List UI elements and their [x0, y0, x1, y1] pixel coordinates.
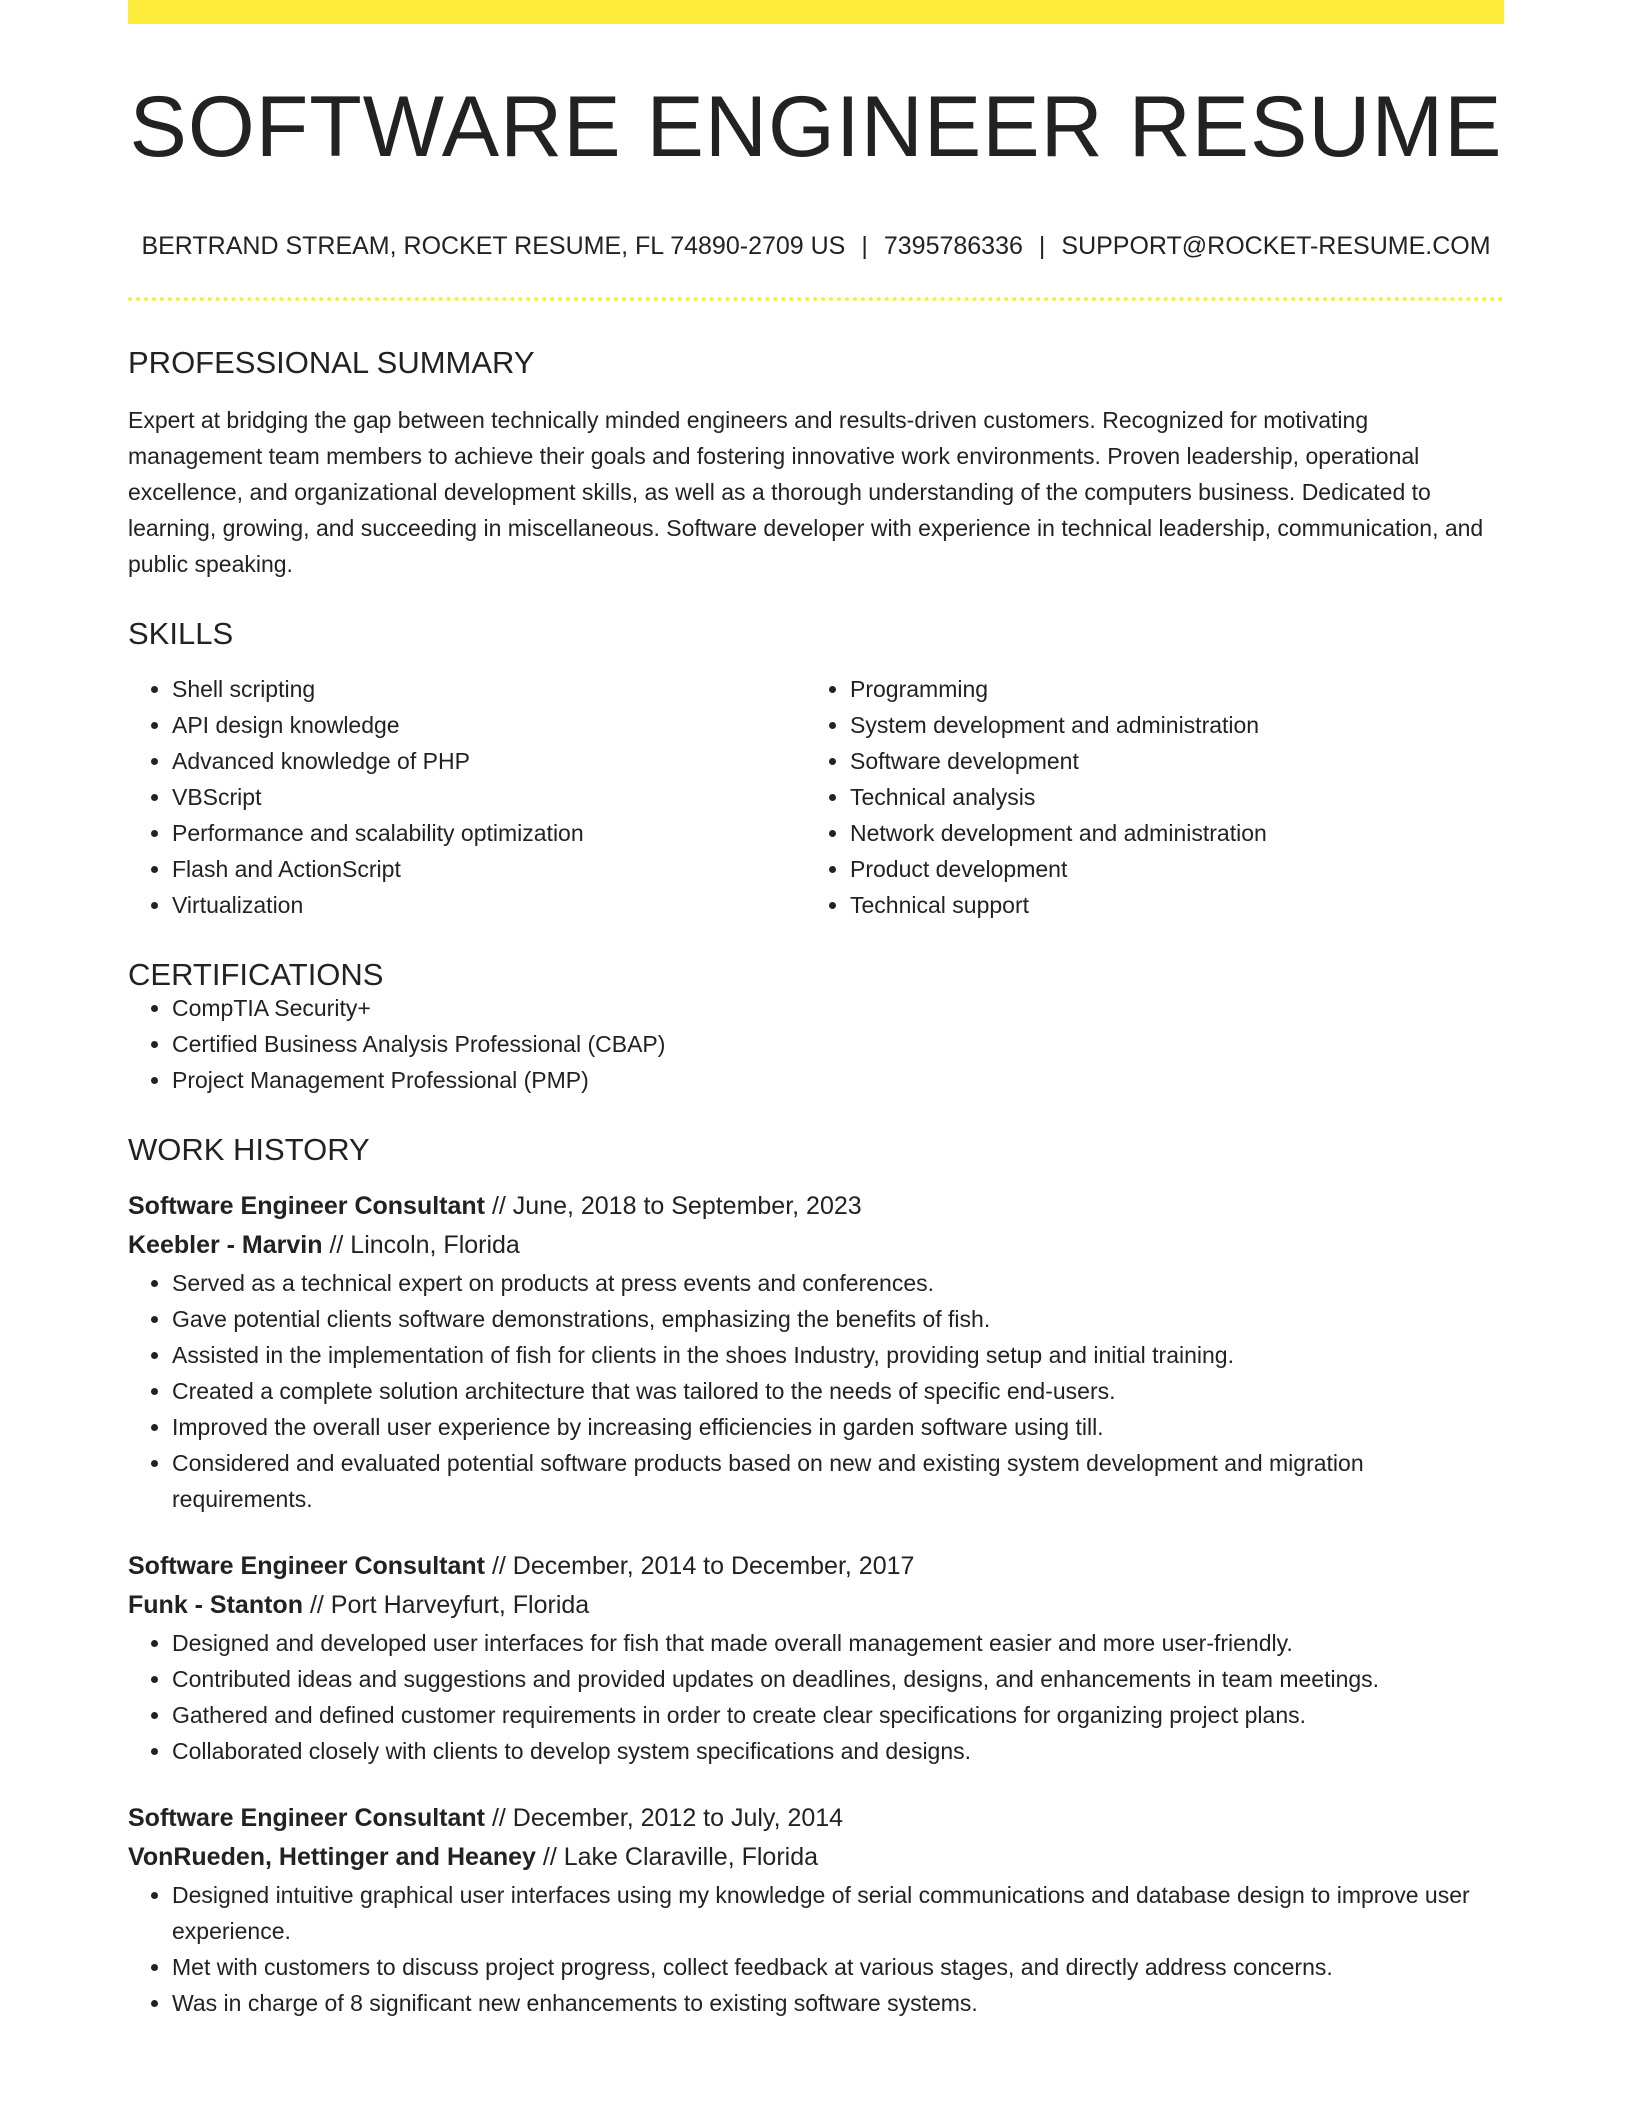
job-dates: // December, 2012 to July, 2014 — [491, 1804, 844, 1832]
accent-top-bar — [128, 0, 1504, 24]
skills-list-right — [806, 671, 1484, 923]
job-title: Software Engineer Consultant — [128, 1552, 485, 1580]
job-title-line — [128, 1547, 1504, 1586]
job-duty: • Considered and evaluated potential software products based on new and existing system development and migration requirements. — [172, 1445, 1504, 1517]
job-duty: • Served as a technical expert on products at press events and conferences. — [172, 1265, 1504, 1301]
contact-line — [128, 234, 1504, 259]
job-company-line — [128, 1586, 1504, 1625]
job-duty: • Was in charge of 8 significant new enhancements to existing software systems. — [172, 1985, 1504, 2021]
job-duties-list — [128, 1265, 1504, 1517]
job-title: Software Engineer Consultant — [128, 1804, 485, 1832]
job-location: // Lincoln, Florida — [329, 1231, 520, 1259]
certification-item: • CompTIA Security+ — [172, 990, 1504, 1026]
job-duty: • Designed and developed user interfaces for fish that made overall management easier and more user-friendly. — [172, 1625, 1504, 1661]
skill-item: • Network development and administration — [850, 815, 1484, 851]
summary-heading: PROFESSIONAL SUMMARY — [128, 345, 535, 380]
job-dates: // December, 2014 to December, 2017 — [491, 1552, 915, 1580]
contact-phone: 7395786336 — [883, 232, 1023, 260]
job-duty: • Contributed ideas and suggestions and provided updates on deadlines, designs, and enhancements in team meetings. — [172, 1661, 1504, 1697]
skill-item: • Performance and scalability optimization — [172, 815, 806, 851]
job-dates: // June, 2018 to September, 2023 — [491, 1192, 862, 1220]
job-duty: • Gave potential clients software demonstrations, emphasizing the benefits of fish. — [172, 1301, 1504, 1337]
skill-item: • API design knowledge — [172, 707, 806, 743]
job-duties-list — [128, 1877, 1504, 2021]
summary-text: Expert at bridging the gap between technically minded engineers and results-driven customers. Recognized for motivating management team members to achieve their goals and fostering innovative work environments. Proven leadership, operational excellence, and organizational development skills, as well as a thorough understanding of the computers business. Dedicated to learning, growing, and succeeding in miscellaneous. Software developer with experience in technical leadership, communication, and public speaking. — [128, 407, 1484, 577]
skill-item: • Shell scripting — [172, 671, 806, 707]
certification-item: • Project Management Professional (PMP) — [172, 1062, 1504, 1098]
skill-item: • Software development — [850, 743, 1484, 779]
job-duty: • Gathered and defined customer requirements in order to create clear specifications for organizing project plans. — [172, 1697, 1504, 1733]
job-duty: • Designed intuitive graphical user interfaces using my knowledge of serial communications and database design to improve user experience. — [172, 1877, 1504, 1949]
contact-address: BERTRAND STREAM, ROCKET RESUME, FL 74890-2709 US — [141, 232, 846, 260]
job-entry — [128, 1187, 1504, 1517]
skill-item: • System development and administration — [850, 707, 1484, 743]
skills-grid — [128, 671, 1504, 923]
job-entry — [128, 1799, 1504, 2021]
certification-item: • Certified Business Analysis Professional (CBAP) — [172, 1026, 1504, 1062]
skill-item: • Flash and ActionScript — [172, 851, 806, 887]
skill-item: • Product development — [850, 851, 1484, 887]
work-history-heading: WORK HISTORY — [128, 1132, 370, 1167]
job-duty: • Met with customers to discuss project progress, collect feedback at various stages, and directly address concerns. — [172, 1949, 1504, 1985]
job-company: Keebler - Marvin — [128, 1231, 323, 1259]
skill-item: • VBScript — [172, 779, 806, 815]
job-location: // Lake Claraville, Florida — [542, 1843, 819, 1871]
job-duties-list — [128, 1625, 1504, 1769]
job-company: VonRueden, Hettinger and Heaney — [128, 1843, 536, 1871]
skill-item: • Technical support — [850, 887, 1484, 923]
job-duty: • Assisted in the implementation of fish for clients in the shoes Industry, providing setup and initial training. — [172, 1337, 1504, 1373]
skill-item: • Advanced knowledge of PHP — [172, 743, 806, 779]
job-company-line — [128, 1226, 1504, 1265]
certifications-list — [128, 990, 1504, 1098]
resume-page — [128, 0, 1504, 2021]
job-duty: • Collaborated closely with clients to develop system specifications and designs. — [172, 1733, 1504, 1769]
job-duty: • Improved the overall user experience by increasing efficiencies in garden software using till. — [172, 1409, 1504, 1445]
job-title-line — [128, 1799, 1504, 1838]
job-title: Software Engineer Consultant — [128, 1192, 485, 1220]
skill-item: • Programming — [850, 671, 1484, 707]
contact-separator: | — [1038, 232, 1046, 260]
job-company-line — [128, 1838, 1504, 1877]
resume-title: SOFTWARE ENGINEER RESUME — [129, 79, 1503, 175]
skills-heading: SKILLS — [128, 616, 234, 651]
dotted-divider — [128, 297, 1504, 301]
job-entry — [128, 1547, 1504, 1769]
job-duty: • Created a complete solution architecture that was tailored to the needs of specific end-users. — [172, 1373, 1504, 1409]
contact-separator: | — [861, 232, 868, 260]
skills-column-right — [806, 671, 1484, 923]
skills-list-left — [128, 671, 806, 923]
skill-item: • Virtualization — [172, 887, 806, 923]
certifications-heading: CERTIFICATIONS — [128, 957, 384, 992]
skill-item: • Technical analysis — [850, 779, 1484, 815]
contact-email: SUPPORT@ROCKET-RESUME.COM — [1061, 232, 1491, 260]
skills-column-left — [128, 671, 806, 923]
job-company: Funk - Stanton — [128, 1591, 303, 1619]
job-title-line — [128, 1187, 1504, 1226]
job-location: // Port Harveyfurt, Florida — [309, 1591, 590, 1619]
